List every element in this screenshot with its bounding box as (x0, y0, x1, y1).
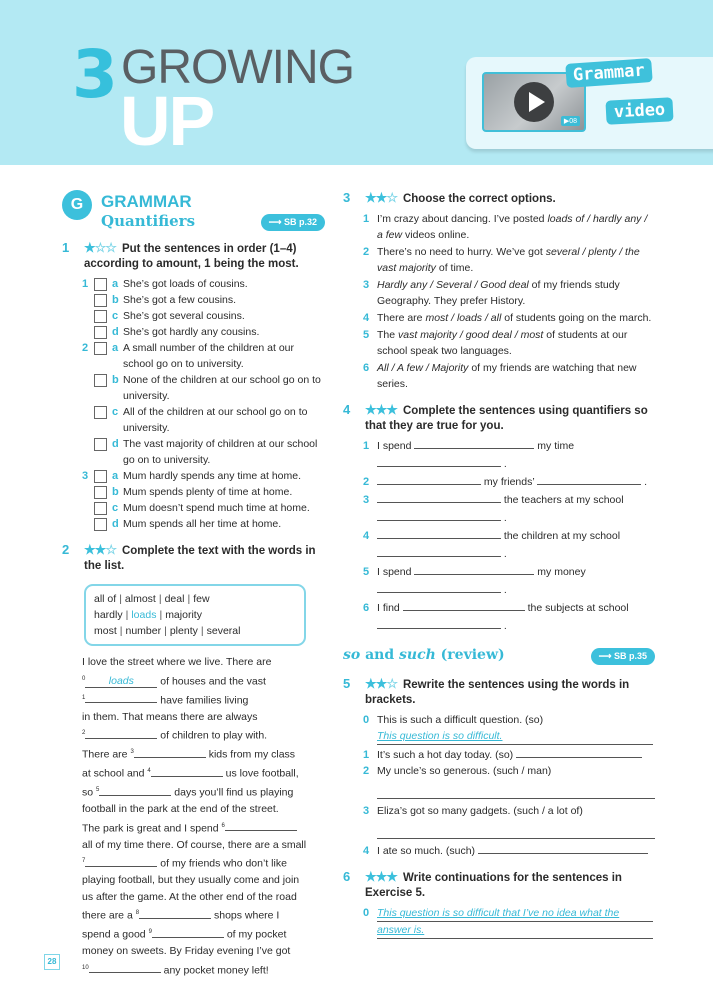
order-checkbox[interactable] (94, 326, 107, 339)
exercise-instruction: Complete the sentences using quantifiers so that they are true for you. (365, 405, 648, 432)
star-rating-icon: ★★★ (365, 869, 397, 884)
word-option: most (94, 625, 117, 637)
video-tag-grammar: Grammar (565, 58, 652, 88)
list-item: 2 There’s no need to hurry. We’ve got several / plenty / the vast majority of time. (363, 246, 640, 274)
answer-options[interactable]: several / plenty / the vast majority (377, 246, 640, 274)
list-item (62, 404, 327, 436)
list-item: 3 Eliza’s got so many gadgets. (such / a lot of) (343, 803, 655, 839)
list-item (62, 516, 327, 532)
gap-9-input[interactable] (152, 928, 224, 938)
list-item: 5 I spend my money . (363, 566, 586, 596)
exercise-4-list (343, 438, 655, 634)
page-number: 28 (44, 954, 60, 970)
word-list-box (84, 584, 306, 646)
exercise-number: 5 (343, 676, 351, 691)
exercise-6-heading (343, 869, 655, 901)
exercise-3-heading (343, 190, 655, 207)
word-option: majority (165, 609, 202, 621)
answer-line-input[interactable] (537, 474, 641, 485)
exercise-5-heading (343, 676, 655, 708)
separator: | (119, 625, 123, 637)
order-checkbox[interactable] (94, 310, 107, 323)
exercise-number: 2 (62, 542, 70, 557)
item-letter: c (112, 406, 119, 418)
answer-line-input[interactable] (377, 528, 501, 539)
gap-2-input[interactable] (85, 729, 157, 739)
list-item (62, 436, 327, 468)
list-item: 1 I spend my time . (363, 440, 575, 470)
answer-line-input[interactable] (414, 438, 534, 449)
item-text: A small number of the children at our school go on to university. (123, 342, 295, 370)
list-item (62, 308, 327, 324)
item-text: All of the children at our school go on to university. (123, 406, 308, 434)
word-option: hardly (94, 609, 123, 621)
item-text: Mum spends plenty of time at home. (123, 486, 293, 498)
item-letter: b (112, 374, 119, 386)
item-letter: c (112, 310, 119, 322)
grammar-section-header (62, 190, 327, 240)
section-title: GRAMMAR (101, 192, 192, 211)
item-text: She’s got hardly any cousins. (123, 326, 260, 338)
item-letter: d (112, 438, 119, 450)
item-text: Mum hardly spends any time at home. (123, 470, 301, 482)
word-option: few (193, 593, 210, 605)
exercise-2-heading (62, 542, 327, 574)
list-item: 4 the children at my school . (363, 530, 621, 560)
answer-options[interactable]: Hardly any / Several / Good deal (377, 279, 529, 291)
order-checkbox[interactable] (94, 518, 107, 531)
gap-7-input[interactable] (85, 857, 157, 867)
example-answer: loads (85, 675, 157, 688)
group-number: 2 (82, 342, 89, 354)
separator: | (200, 625, 204, 637)
separator: | (164, 625, 167, 637)
answer-line-input[interactable] (478, 843, 648, 854)
word-option: number (125, 625, 162, 637)
answer-line-input[interactable] (414, 564, 534, 575)
example-answer-line2: answer is. (377, 922, 653, 939)
example-answer: This question is so difficult. (377, 728, 653, 745)
word-option: deal (164, 593, 185, 605)
sb-reference-badge[interactable]: ⟶ SB p.32 (261, 214, 325, 231)
answer-line-input[interactable] (377, 456, 501, 467)
answer-line-input[interactable] (377, 492, 501, 503)
item-text: Mum doesn’t spend much time at home. (123, 502, 310, 514)
separator: | (158, 593, 162, 605)
list-item (62, 468, 327, 484)
unit-number: 3 (72, 36, 116, 113)
gap-3-input[interactable] (134, 748, 206, 758)
word-option: loads (131, 609, 157, 621)
list-item: 4 There are most / loads / all of students going on the march. (363, 312, 652, 324)
list-item: 0 This is such a difficult question. (so) This question is so difficult. (343, 712, 655, 745)
gap-5-input[interactable] (99, 786, 171, 796)
list-item: 5 The vast majority / good deal / most of students at our school speak two languages. (363, 329, 628, 357)
order-checkbox[interactable] (94, 278, 107, 291)
exercise-instruction: Choose the correct options. (402, 193, 556, 205)
answer-line-input[interactable] (377, 779, 655, 799)
order-checkbox[interactable] (94, 438, 107, 451)
exercise-1-heading (62, 240, 327, 272)
item-letter: c (112, 502, 119, 514)
exercise-1-list (62, 276, 327, 532)
item-text: She’s got a few cousins. (123, 294, 237, 306)
order-checkbox[interactable] (94, 406, 107, 419)
list-item (62, 324, 327, 340)
list-item: 6 I find the subjects at school . (363, 602, 629, 632)
order-checkbox[interactable] (94, 486, 107, 499)
star-rating-icon: ★★★ (365, 402, 397, 417)
list-item: 1 I’m crazy about dancing. I’ve posted loads of / hardly any / a few videos online. (363, 213, 648, 241)
list-item: 2 My uncle’s so generous. (such / man) (343, 763, 655, 799)
exercise-3-list (343, 211, 655, 392)
gap-1-input[interactable] (85, 693, 157, 703)
so-such-section-header (343, 646, 655, 676)
list-item: 3 Hardly any / Several / Good deal of my friends study Geography. They prefer History. (363, 279, 620, 307)
exercise-number: 6 (343, 869, 351, 884)
exercise-instruction: Complete the text with the words in the list. (84, 545, 316, 572)
grammar-search-icon: G (62, 190, 92, 220)
exercise-number: 3 (343, 190, 351, 205)
exercise-4-heading (343, 402, 655, 434)
word-option: almost (124, 593, 156, 605)
star-rating-icon: ★★☆ (365, 676, 397, 691)
so-such-title: so and such (review) (343, 647, 505, 663)
star-rating-icon: ★★☆ (365, 190, 397, 205)
unit-title-line2: UP (120, 82, 214, 160)
section-subtitle: Quantifiers (101, 212, 196, 230)
order-checkbox[interactable] (94, 374, 107, 387)
order-checkbox[interactable] (94, 294, 107, 307)
answer-line-input[interactable] (377, 510, 501, 521)
list-item: 2 my friends’ . (363, 476, 648, 488)
answer-line-input[interactable] (377, 546, 501, 557)
right-column (343, 190, 655, 939)
gap-6-input[interactable] (225, 821, 297, 831)
exercise-instruction: Put the sentences in order (1–4) according to amount, 1 being the most. (84, 243, 299, 270)
group-number: 1 (82, 278, 89, 290)
exercise-number: 4 (343, 402, 351, 417)
gap-10-input[interactable] (89, 963, 161, 973)
item-letter: d (112, 326, 119, 338)
left-column (62, 190, 327, 979)
word-option: plenty (169, 625, 198, 637)
answer-line-input[interactable] (377, 474, 481, 485)
separator: | (119, 593, 122, 605)
separator: | (187, 593, 191, 605)
item-text: None of the children at our school go on to university. (123, 374, 321, 402)
answer-line-input[interactable] (403, 600, 525, 611)
star-rating-icon: ★★☆ (84, 542, 116, 557)
answer-options[interactable]: vast majority / good deal / most (398, 329, 544, 341)
separator: | (159, 609, 163, 621)
answer-line-input[interactable] (377, 819, 655, 839)
item-letter: d (112, 518, 119, 530)
list-item (62, 340, 327, 372)
answer-options[interactable]: loads of / hardly any / a few (377, 213, 648, 241)
sb-reference-badge[interactable]: ⟶ SB p.35 (591, 648, 655, 665)
list-item: 1 It’s such a hot day today. (so) (343, 747, 655, 763)
item-letter: a (112, 342, 119, 354)
word-option: all of (94, 593, 117, 605)
word-option: several (206, 625, 241, 637)
video-number-badge: ▶08 (561, 116, 580, 126)
exercise-number: 1 (62, 240, 70, 255)
star-rating-icon: ★☆☆ (84, 240, 116, 255)
item-letter: a (112, 278, 119, 290)
exercise-instruction: Write continuations for the sentences in Exercise 5. (365, 872, 622, 899)
gap-fill-text: I love the street where we live. There are $^0$ loads of houses and the vast $^1$ have families living in them. That means there are always $^2$ of children to play with. There are $^3$ kids from my class at school and $^4$ us love football, so $^5$ days you’ll find us playing football in the park at the end of the street. The park is great and I spend $^6$ all of my time there. Of course, there are a small $^7$ of my friends who don’t like playing football, but they usually come and join us after the game. At the other end of the road there are a $^8$ shops where I spend a good $^9$ of my pocket money on sweets. By Friday evening I’ve got $^{10}$ any pocket money left! (82, 656, 307, 976)
item-text: She’s got several cousins. (123, 310, 245, 322)
answer-line-input[interactable] (516, 747, 642, 758)
order-checkbox[interactable] (94, 470, 107, 483)
item-letter: a (112, 470, 119, 482)
order-checkbox[interactable] (94, 502, 107, 515)
group-number: 3 (82, 470, 89, 482)
gap-4-input[interactable] (151, 767, 223, 777)
unit-header (0, 0, 713, 165)
unit-title-line1: GROWING (121, 41, 354, 94)
list-item: 6 All / A few / Majority of my friends are watching that new series. (363, 362, 637, 390)
exercise-5-list (343, 712, 655, 859)
video-tag-video: video (605, 97, 673, 124)
separator: | (125, 609, 129, 621)
exercise-instruction: Rewrite the sentences using the words in brackets. (365, 679, 630, 706)
answer-line-input[interactable] (377, 582, 501, 593)
item-text: She’s got loads of cousins. (123, 278, 248, 290)
list-item (62, 292, 327, 308)
item-text: Mum spends all her time at home. (123, 518, 282, 530)
example-answer-line1: This question is so difficult that I’ve no idea what the (377, 905, 653, 922)
item-text: The vast majority of children at our school go on to university. (123, 438, 318, 466)
list-item: 3 the teachers at my school . (363, 494, 624, 524)
list-item: 0 This question is so difficult that I’ve no idea what the answer is. (343, 905, 655, 939)
list-item: 4 I ate so much. (such) (343, 843, 655, 859)
answer-options[interactable]: most / loads / all (425, 312, 502, 324)
list-item (62, 484, 327, 500)
order-checkbox[interactable] (94, 342, 107, 355)
list-item (62, 500, 327, 516)
list-item (62, 372, 327, 404)
answer-options[interactable]: All / A few / Majority (377, 362, 469, 374)
gap-8-input[interactable] (139, 909, 211, 919)
grammar-video-card[interactable] (466, 57, 713, 149)
answer-line-input[interactable] (377, 618, 501, 629)
list-item (62, 276, 327, 292)
item-letter: b (112, 294, 119, 306)
item-letter: b (112, 486, 119, 498)
play-icon[interactable] (514, 82, 554, 122)
